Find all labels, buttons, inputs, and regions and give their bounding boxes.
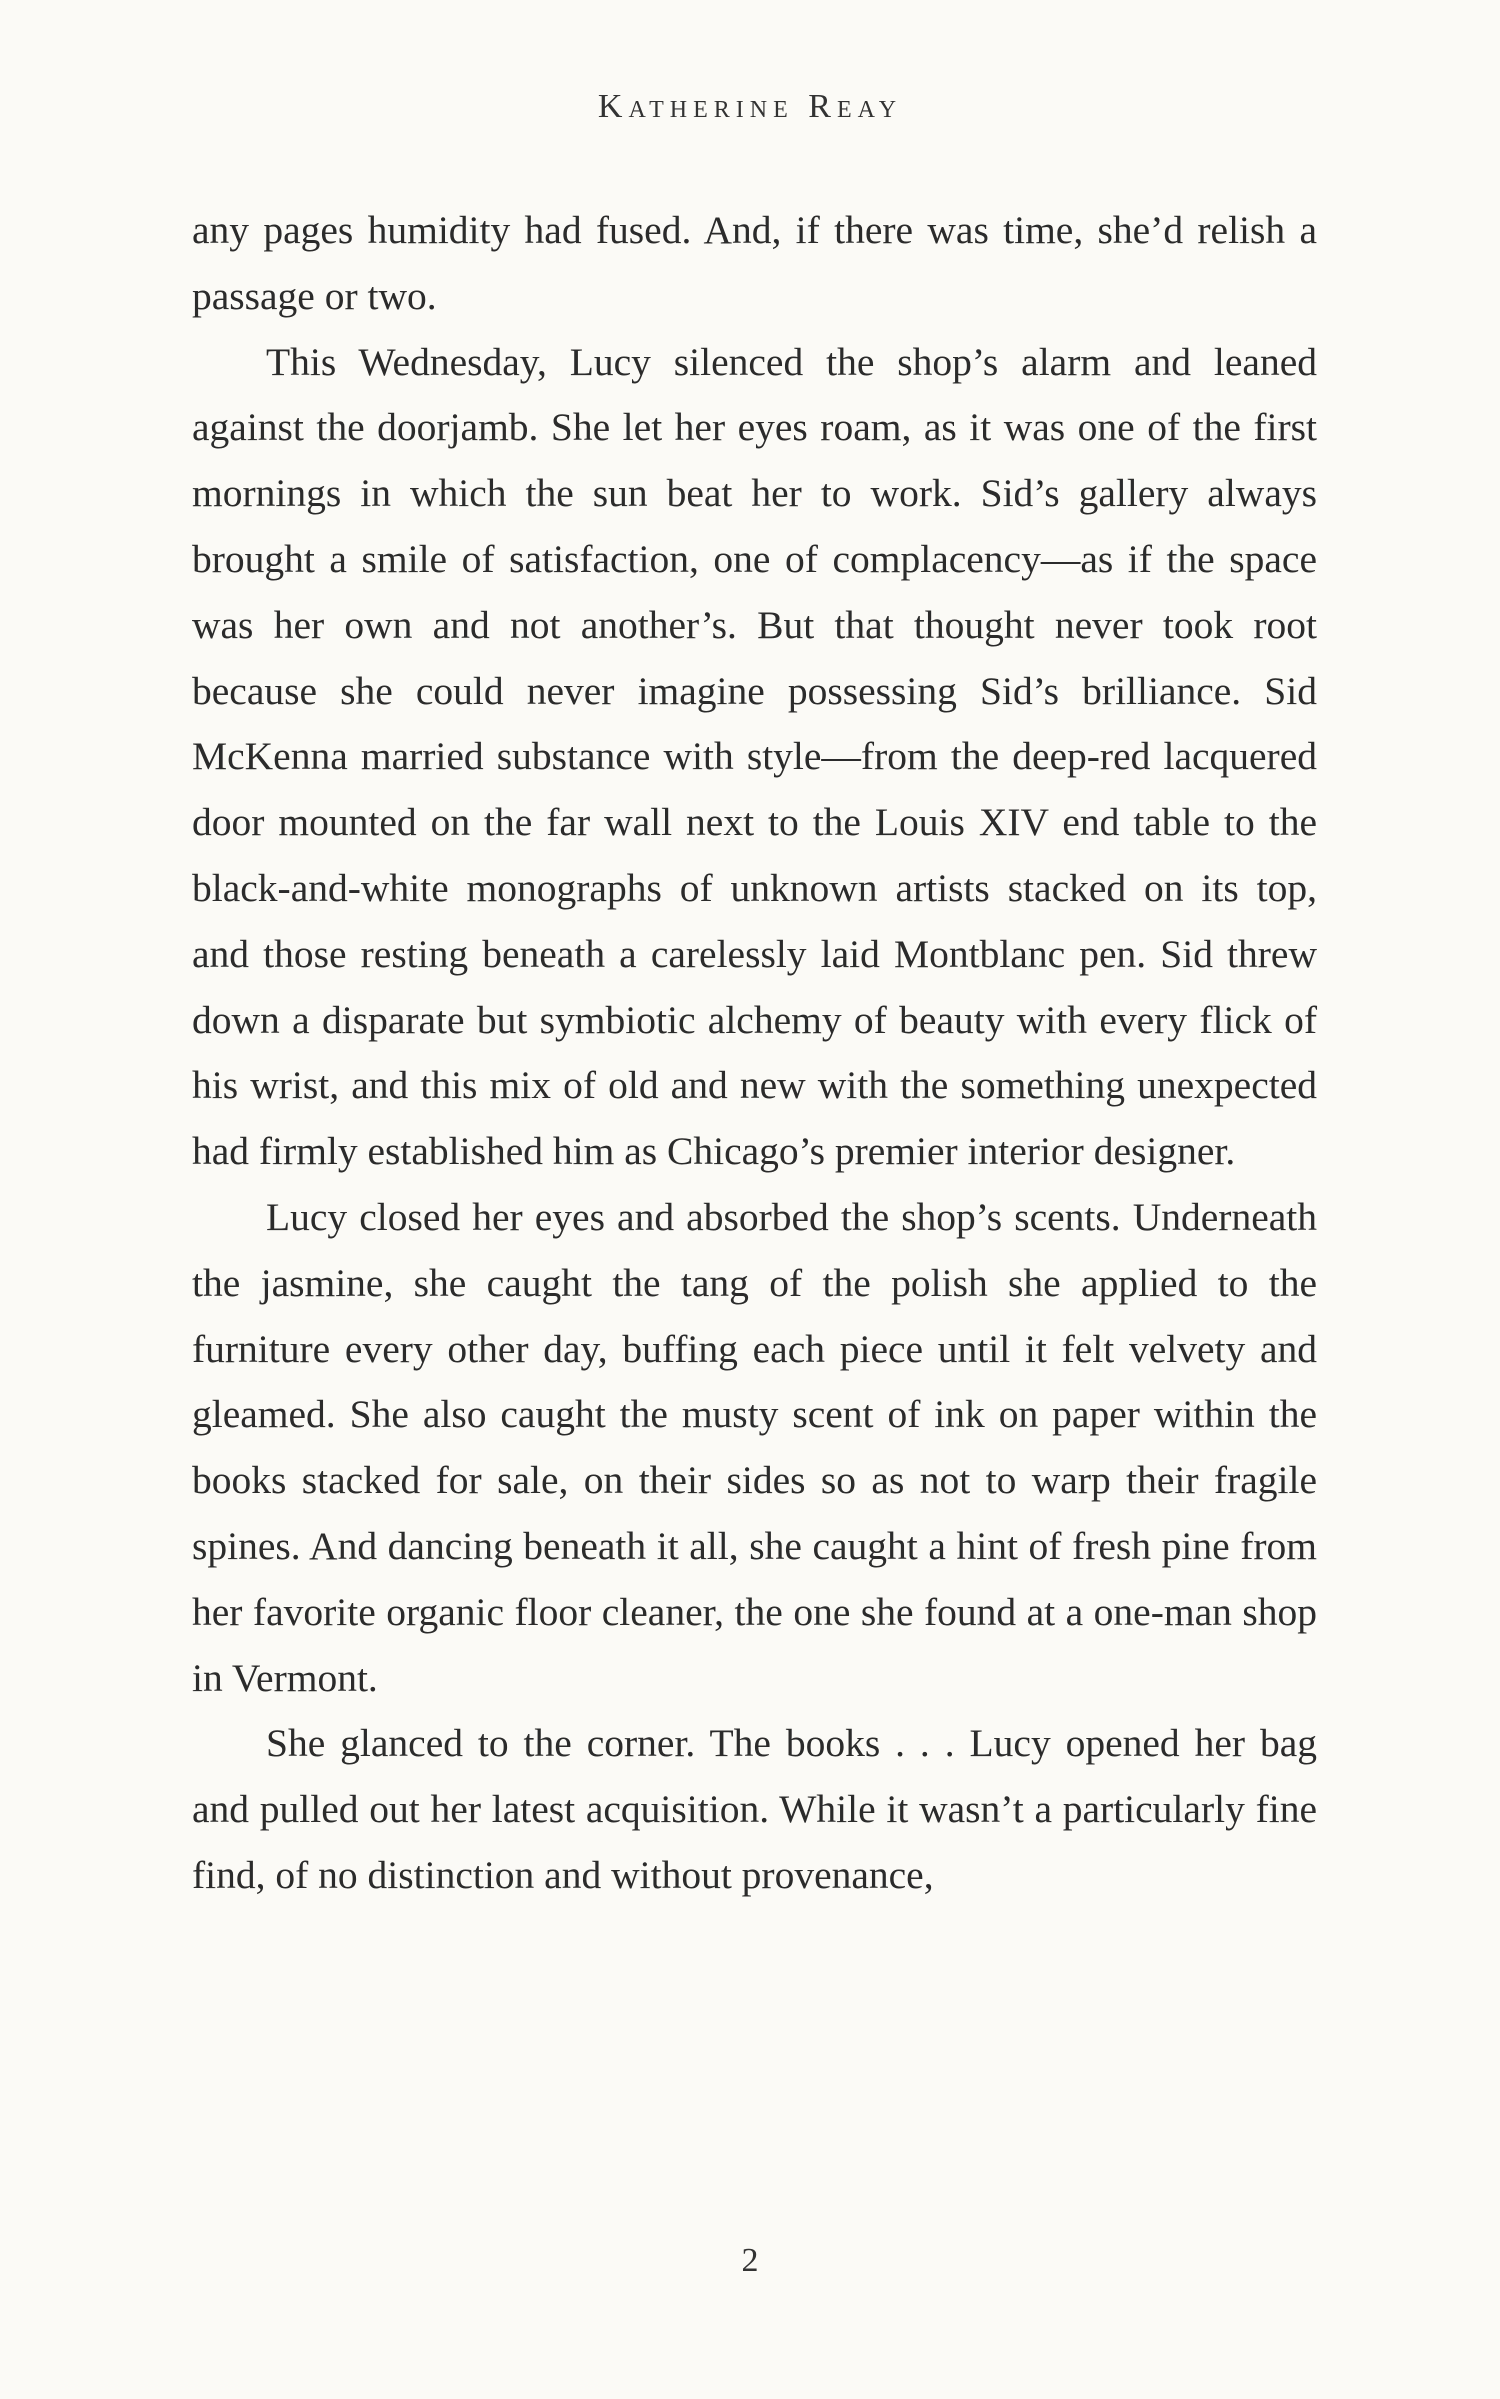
page-number: 2 (741, 2242, 759, 2279)
paragraph: This Wednesday, Lucy silenced the shop’s alarm and leaned against the doorjamb. She let her eyes roam, as it was one of the first mornings in which the sun beat her to work. Sid’s gallery always brought a smile of satisfaction, one of complacency—as if the space was her own and not another’s. But that thought never took root because she could never imagine possessing Sid’s brilliance. Sid McKenna married substance with style—from the deep-red lacquered door mounted on the far wall next to the Louis XIV end table to the black-and-white monographs of unknown artists stacked on its top, and those resting beneath a carelessly laid Montblanc pen. Sid threw down a disparate but symbiotic alchemy of beauty with every flick of his wrist, and this mix of old and new with the something unexpected had firmly established him as Chicago’s premier interior designer. (192, 339, 1317, 1174)
running-head: Katherine Reay (597, 88, 903, 125)
body-text (192, 198, 1317, 1909)
paragraph-continuation: any pages humidity had fused. And, if there was time, she’d relish a passage or two. (192, 208, 1317, 318)
paragraph: Lucy closed her eyes and absorbed the shop’s scents. Underneath the jasmine, she caught the tang of the polish she applied to the furniture every other day, buffing each piece until it felt velvety and gleamed. She also caught the musty scent of ink on paper within the books stacked for sale, on their sides so as not to warp their fragile spines. And dancing beneath it all, she caught a hint of fresh pine from her favorite organic floor cleaner, the one she found at a one-man shop in Vermont. (192, 1194, 1317, 1700)
paragraph: She glanced to the corner. The books . . . Lucy opened her bag and pulled out her latest acquisition. While it wasn’t a particularly fine find, of no distinction and without provenance, (192, 1721, 1317, 1897)
